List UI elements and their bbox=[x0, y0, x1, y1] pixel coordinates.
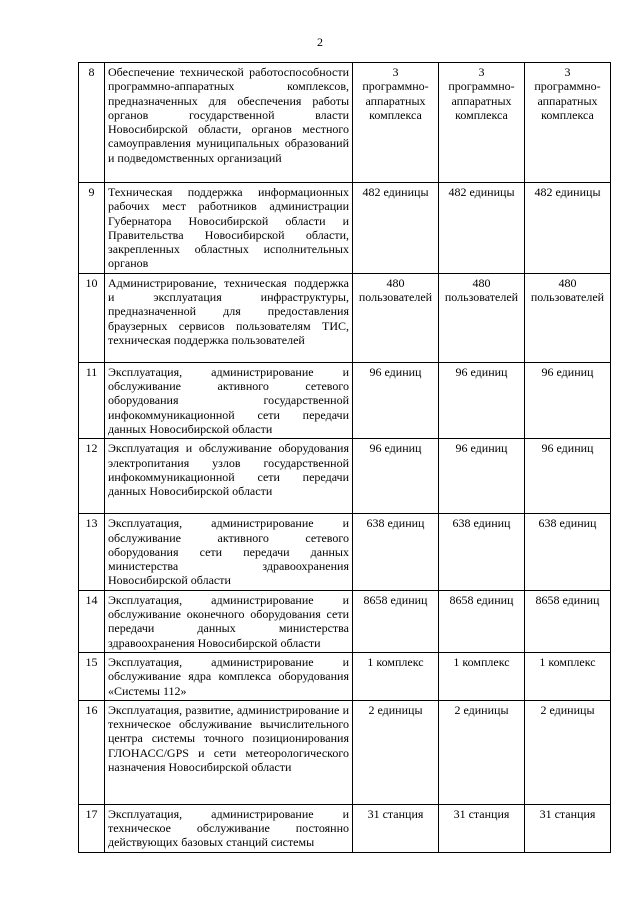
row-number: 8 bbox=[79, 63, 105, 183]
value-col-1: 638 единиц bbox=[353, 514, 439, 590]
value-col-3: 1 комплекс bbox=[525, 652, 611, 700]
value-col-2: 638 единиц bbox=[439, 514, 525, 590]
value-col-1: 1 комплекс bbox=[353, 652, 439, 700]
table-row bbox=[79, 362, 611, 438]
value-col-3: 3 программно- аппаратных комплекса bbox=[525, 63, 611, 183]
page-number: 2 bbox=[317, 35, 323, 49]
row-number: 9 bbox=[79, 183, 105, 274]
table-row bbox=[79, 273, 611, 362]
value-col-2: 2 единицы bbox=[439, 700, 525, 804]
value-col-3: 8658 единиц bbox=[525, 590, 611, 652]
row-description: Техническая поддержка информационных рабочих мест работников администрации Губернатора Новосибирской области и Правительства Новосибирской области, закрепленных областных исполнительных органов bbox=[105, 183, 353, 274]
value-col-3: 638 единиц bbox=[525, 514, 611, 590]
row-number: 13 bbox=[79, 514, 105, 590]
row-description: Эксплуатация, развитие, администрирование и техническое обслуживание вычислительного центра системы точного позиционирования ГЛОНАСС/GPS и сети метеорологического назначения Новосибирской области bbox=[105, 700, 353, 804]
value-col-1: 2 единицы bbox=[353, 700, 439, 804]
value-col-1: 96 единиц bbox=[353, 439, 439, 514]
value-col-3: 480 пользователей bbox=[525, 273, 611, 362]
table-row bbox=[79, 439, 611, 514]
row-description: Эксплуатация и обслуживание оборудования электропитания узлов государственной инфокоммуникационной сети передачи данных Новосибирской области bbox=[105, 439, 353, 514]
value-col-1: 96 единиц bbox=[353, 362, 439, 438]
value-col-2: 480 пользователей bbox=[439, 273, 525, 362]
row-number: 10 bbox=[79, 273, 105, 362]
value-col-1: 480 пользователей bbox=[353, 273, 439, 362]
value-col-2: 96 единиц bbox=[439, 362, 525, 438]
value-col-1: 31 станция bbox=[353, 804, 439, 852]
table-row bbox=[79, 183, 611, 274]
row-number: 12 bbox=[79, 439, 105, 514]
value-col-1: 8658 единиц bbox=[353, 590, 439, 652]
table-row bbox=[79, 63, 611, 183]
row-description: Администрирование, техническая поддержка и эксплуатация инфраструктуры, предназначенной для предоставления браузерных сервисов пользователям ТИС, техническая поддержка пользователей bbox=[105, 273, 353, 362]
value-col-3: 96 единиц bbox=[525, 362, 611, 438]
value-col-3: 31 станция bbox=[525, 804, 611, 852]
value-col-1: 482 единицы bbox=[353, 183, 439, 274]
row-description: Эксплуатация, администрирование и обслуживание активного сетевого оборудования государственной инфокоммуникационной сети передачи данных Новосибирской области bbox=[105, 362, 353, 438]
row-description: Эксплуатация, администрирование и обслуживание ядра комплекса оборудования «Системы 112» bbox=[105, 652, 353, 700]
table-row bbox=[79, 590, 611, 652]
row-number: 15 bbox=[79, 652, 105, 700]
row-description: Эксплуатация, администрирование и обслуживание активного сетевого оборудования сети передачи данных министерства здравоохранения Новосибирской области bbox=[105, 514, 353, 590]
row-number: 14 bbox=[79, 590, 105, 652]
row-number: 17 bbox=[79, 804, 105, 852]
value-col-2: 482 единицы bbox=[439, 183, 525, 274]
row-number: 16 bbox=[79, 700, 105, 804]
value-col-3: 2 единицы bbox=[525, 700, 611, 804]
table-row bbox=[79, 700, 611, 804]
value-col-2: 8658 единиц bbox=[439, 590, 525, 652]
services-table bbox=[78, 62, 611, 853]
value-col-2: 1 комплекс bbox=[439, 652, 525, 700]
value-col-3: 96 единиц bbox=[525, 439, 611, 514]
row-description: Эксплуатация, администрирование и техническое обслуживание постоянно действующих базовых станций системы bbox=[105, 804, 353, 852]
table-row bbox=[79, 514, 611, 590]
table-row bbox=[79, 804, 611, 852]
value-col-2: 3 программно- аппаратных комплекса bbox=[439, 63, 525, 183]
row-number: 11 bbox=[79, 362, 105, 438]
value-col-2: 31 станция bbox=[439, 804, 525, 852]
value-col-3: 482 единицы bbox=[525, 183, 611, 274]
value-col-1: 3 программно- аппаратных комплекса bbox=[353, 63, 439, 183]
value-col-2: 96 единиц bbox=[439, 439, 525, 514]
row-description: Эксплуатация, администрирование и обслуживание оконечного оборудования сети передачи данных министерства здравоохранения Новосибирской области bbox=[105, 590, 353, 652]
table-row bbox=[79, 652, 611, 700]
row-description: Обеспечение технической работоспособности программно-аппаратных комплексов, предназначенных для обеспечения работы органов государственной власти Новосибирской области, органов местного самоуправления муниципальных образований и подведомственных организаций bbox=[105, 63, 353, 183]
